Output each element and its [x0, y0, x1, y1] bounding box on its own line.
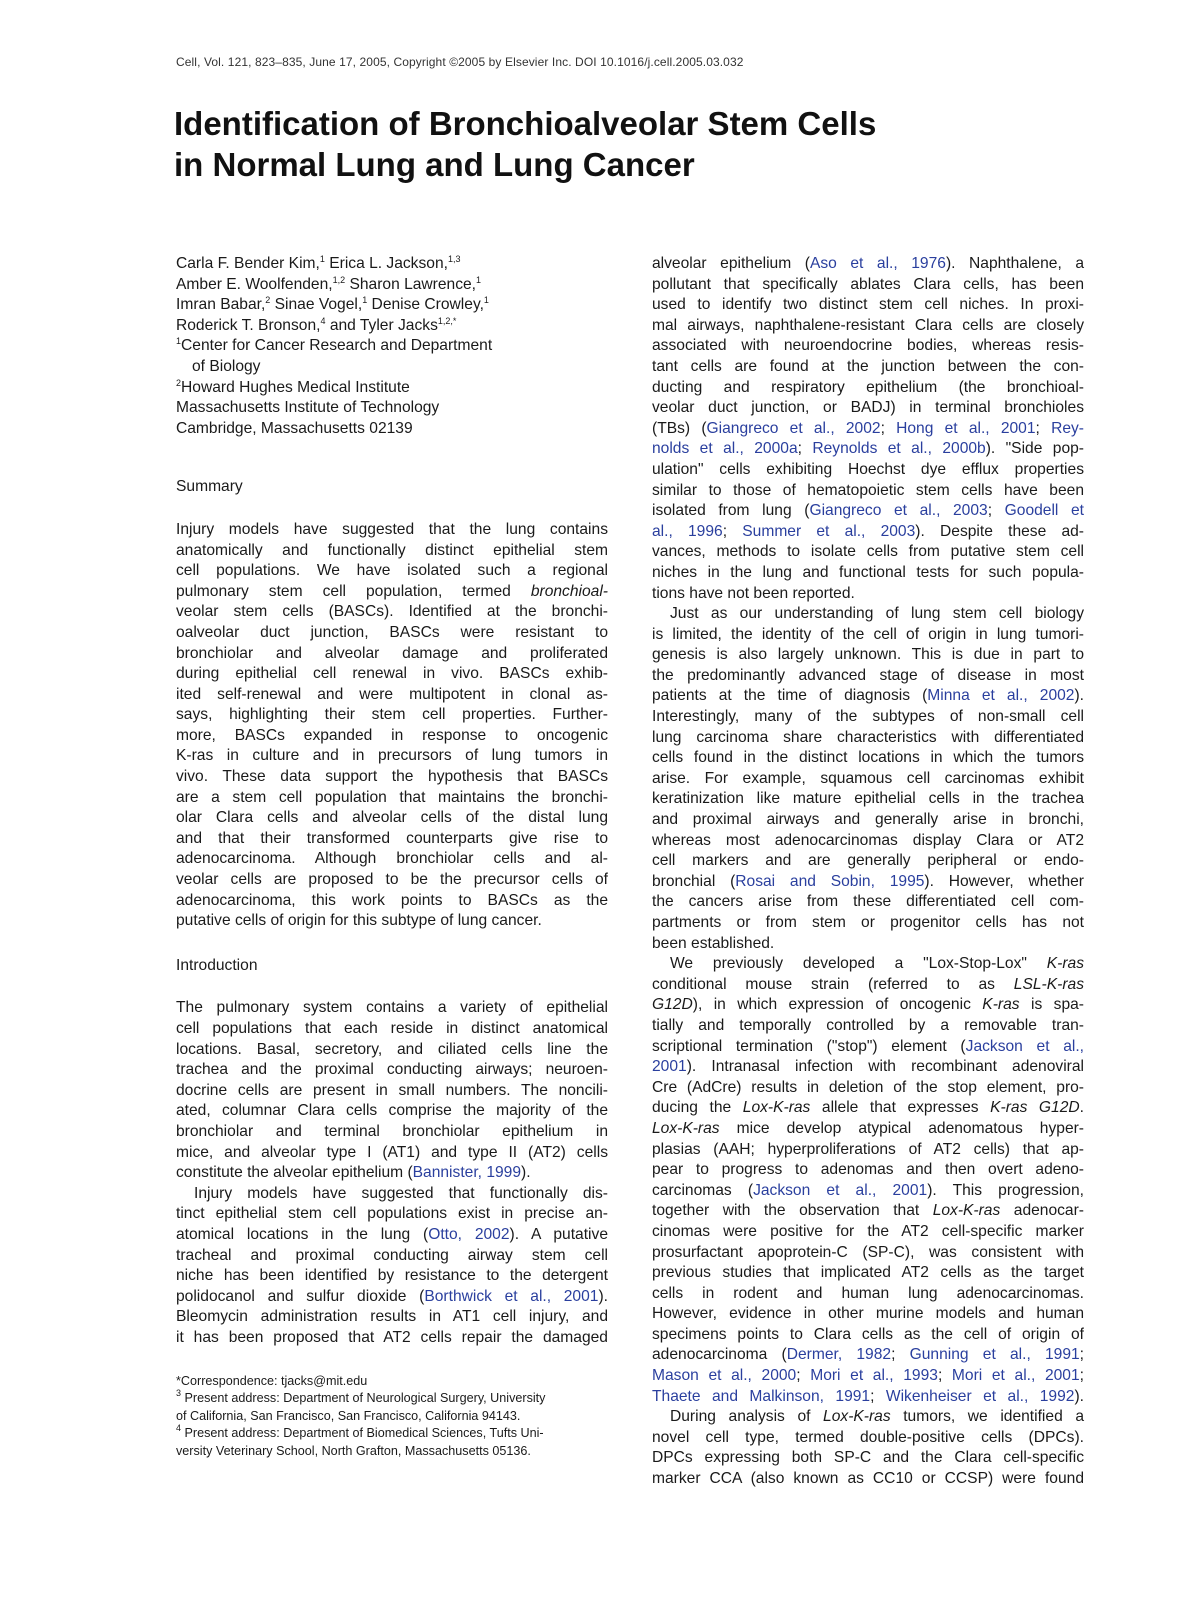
citation-link[interactable]: Giangreco et al., 2002	[706, 419, 881, 437]
text-line: cell markers and are generally peripheral or endo-	[652, 852, 1084, 870]
text-line: pulmonary stem cell population, termed bronchioal-	[176, 582, 608, 600]
text-line: arise. For example, squamous cell carcinomas exhibit	[652, 769, 1084, 787]
text-line: are a stem cell population that maintains the bronchi-	[176, 788, 608, 806]
left-column	[176, 254, 608, 1460]
text-line: locations. Basal, secretory, and ciliated cells line the	[176, 1040, 608, 1058]
title-line-1: Identification of Bronchioalveolar Stem Cells	[174, 105, 877, 142]
text-line: more, BASCs expanded in response to oncogenic	[176, 726, 608, 744]
citation-link[interactable]: nolds et al., 2000a	[652, 440, 798, 458]
text-line: olar Clara cells and alveolar cells of the distal lung	[176, 809, 608, 827]
citation-link[interactable]: Mori et al., 2001	[951, 1367, 1080, 1385]
author: Carla F. Bender Kim,	[176, 255, 320, 272]
text-line: constitute the alveolar epithelium (Bannister, 1999).	[176, 1164, 531, 1182]
text-line: Just as our understanding of lung stem cell biology	[670, 605, 1084, 623]
citation-link[interactable]: Mori et al., 1993	[810, 1367, 938, 1385]
affiliation-line: Cambridge, Massachusetts 02139	[176, 419, 413, 437]
text-line: prosurfactant apoprotein-C (SP-C), was consistent with	[652, 1243, 1084, 1261]
citation-link[interactable]: Reynolds et al., 2000b	[812, 440, 986, 458]
text-line: polidocanol and sulfur dioxide (Borthwick et al., 2001).	[176, 1287, 608, 1305]
affil-marker: 1	[319, 254, 325, 264]
text-line: cells in rodent and human lung adenocarcinomas.	[652, 1284, 1084, 1302]
text-line: Injury models have suggested that functionally dis-	[194, 1184, 608, 1202]
text-line: Bleomycin administration results in AT1 cell injury, and	[176, 1308, 608, 1326]
citation-link[interactable]: Bannister, 1999	[412, 1164, 522, 1182]
text-line: alveolar epithelium (Aso et al., 1976). Naphthalene, a	[652, 255, 1084, 272]
text-line: marker CCA (also known as CC10 or CCSP) were found	[652, 1470, 1084, 1488]
text-line: mal airways, naphthalene-resistant Clara cells are closely	[652, 316, 1084, 334]
text-line: scriptional termination ("stop") element (Jackson et al.,	[652, 1037, 1084, 1055]
text-line: whereas most adenocarcinomas display Clara or AT2	[652, 831, 1084, 849]
text-line: vances, methods to isolate cells from putative stem cell	[652, 543, 1084, 561]
text-line: and proximal airways and generally arise in bronchi,	[652, 811, 1084, 829]
paragraph	[652, 954, 1084, 1407]
affil-marker: 1	[362, 295, 368, 306]
affiliation-line: Howard Hughes Medical Institute	[181, 378, 410, 396]
citation-link[interactable]: Goodell et	[1004, 502, 1084, 520]
text-line: cell populations that each reside in distinct anatomical	[176, 1020, 608, 1037]
affil-marker: 1,2	[332, 274, 346, 285]
introduction-heading: Introduction	[176, 956, 258, 974]
affil-marker: 4	[320, 315, 326, 326]
text-line: bronchial (Rosai and Sobin, 1995). However, whether	[652, 872, 1084, 890]
text-line: the predominantly advanced stage of disease in most	[652, 666, 1084, 684]
text-line: veolar cells are proposed to be the precursor cells of	[176, 871, 608, 889]
text-line: niches in the lung and functional tests for such popula-	[652, 563, 1084, 581]
text-line: says, highlighting their stem cell properties. Further-	[176, 706, 608, 724]
text-line: anatomically and functionally distinct epithelial stem	[176, 541, 608, 559]
text-line: K-ras in culture and in precursors of lung tumors in	[176, 747, 608, 765]
affil-marker: 1	[476, 274, 482, 285]
text-line: partments or from stem or progenitor cells has not	[652, 914, 1084, 931]
summary-heading: Summary	[176, 478, 243, 496]
footnote-line: versity Veterinary School, North Grafton, Massachusetts 05136.	[176, 1443, 531, 1458]
citation-link[interactable]: Jackson et al.,	[965, 1037, 1084, 1055]
citation-link[interactable]: al., 1996	[652, 522, 723, 540]
text-line: associated with neuroendocrine bodies, whereas resis-	[652, 337, 1084, 355]
affiliations	[176, 336, 608, 439]
text-line: cell populations. We have isolated such a regional	[176, 562, 608, 580]
citation-link[interactable]: Rey-	[1051, 419, 1084, 437]
text-line: DPCs expressing both SP-C and the Clara cell-specific	[652, 1449, 1084, 1467]
footnote-line: of California, San Francisco, San Francisco, California 94143.	[176, 1408, 521, 1423]
footnote: $^3$ Present address: Department of Neurological Surgery, University	[176, 1388, 546, 1406]
citation-link[interactable]: Dermer, 1982	[786, 1346, 892, 1364]
paragraph	[652, 1407, 1084, 1489]
text-line: oalveolar duct junction, BASCs were resistant to	[176, 623, 608, 641]
citation-link[interactable]: Borthwick et al., 2001	[424, 1287, 599, 1305]
journal-citation: Cell, Vol. 121, 823–835, June 17, 2005, Copyright ©2005 by Elsevier Inc. DOI 10.1016/j.cell.2005.03.032	[176, 55, 744, 69]
text-line: tions have not been reported.	[652, 584, 855, 602]
text-line: tant cells are found at the junction between the con-	[652, 357, 1084, 375]
citation-link[interactable]: Wikenheiser et al., 1992	[885, 1387, 1075, 1405]
text-line: tinct epithelial stem cell populations exist in precise an-	[176, 1205, 608, 1223]
text-line: carcinomas (Jackson et al., 2001). This progression,	[652, 1181, 1084, 1199]
text-line: Lox-K-ras mice develop atypical adenomatous hyper-	[652, 1119, 1084, 1137]
citation-link[interactable]: Jackson et al., 2001	[753, 1181, 928, 1199]
text-line: cells found in the distinct locations in which the tumors	[652, 749, 1084, 767]
citation-link[interactable]: 2001	[652, 1058, 687, 1076]
right-column	[652, 254, 1084, 1490]
text-line: tially and temporally controlled by a removable tran-	[652, 1016, 1084, 1034]
author: Sharon Lawrence,	[345, 275, 477, 293]
text-line: bronchiolar and alveolar damage and proliferated	[176, 644, 608, 662]
citation-link[interactable]: Aso et al., 1976	[809, 255, 946, 272]
text-line: putative cells of origin for this subtype of lung cancer.	[176, 912, 542, 930]
introduction-body	[176, 998, 608, 1348]
text-line: During analysis of Lox-K-ras tumors, we identified a	[670, 1408, 1084, 1426]
citation-link[interactable]: Gunning et al., 1991	[909, 1346, 1080, 1364]
text-line: specimens points to Clara cells as the cell of origin of	[652, 1325, 1084, 1343]
author: Sinae Vogel,	[270, 296, 363, 314]
italic-term: bronchioal-	[530, 582, 608, 600]
citation-link[interactable]: Summer et al., 2003	[742, 522, 916, 540]
summary-body	[176, 520, 608, 932]
text-line: atomical locations in the lung (Otto, 2002). A putative	[176, 1225, 608, 1243]
text-line: We previously developed a "Lox-Stop-Lox" K-ras	[670, 955, 1084, 973]
text-line: Thaete and Malkinson, 1991; Wikenheiser et al., 1992).	[652, 1387, 1084, 1405]
affiliation-line: of Biology	[192, 357, 261, 375]
text-line: conditional mouse strain (referred to as LSL-K-ras	[652, 975, 1084, 993]
text-line: Interestingly, many of the subtypes of non-small cell	[652, 708, 1084, 726]
text-line: tracheal and proximal conducting airway stem cell	[176, 1246, 608, 1264]
author: Denise Crowley,	[367, 296, 484, 314]
text-line: Injury models have suggested that the lung contains	[176, 520, 608, 538]
text-line: previous studies that implicated AT2 cells as the target	[652, 1264, 1084, 1282]
citation-link[interactable]: Minna et al., 2002	[927, 687, 1075, 705]
text-line: docrine cells are present in small numbers. The noncili-	[176, 1081, 608, 1099]
text-line: ulation" cells exhibiting Hoechst dye efflux properties	[652, 460, 1084, 478]
author: Erica L. Jackson,	[324, 255, 448, 272]
text-line: adenocarcinoma (Dermer, 1982; Gunning et al., 1991;	[652, 1346, 1085, 1364]
affiliation-line: Massachusetts Institute of Technology	[176, 399, 440, 417]
text-line: ducing the Lox-K-ras allele that expresses K-ras G12D.	[652, 1099, 1085, 1117]
text-line: ducting and respiratory epithelium (the bronchioal-	[652, 378, 1084, 396]
text-line: (TBs) (Giangreco et al., 2002; Hong et al., 2001; Rey-	[652, 419, 1084, 437]
text-line: 2001). Intranasal infection with recombinant adenoviral	[652, 1058, 1084, 1076]
citation-link[interactable]: Giangreco et al., 2003	[809, 502, 988, 520]
affil-marker: 1	[483, 295, 489, 306]
text-line: niche has been identified by resistance to the detergent	[176, 1267, 608, 1285]
text-line: lung carcinoma share characteristics with differentiated	[652, 728, 1084, 746]
citation-link[interactable]: Otto, 2002	[428, 1225, 510, 1243]
text-line: pear to progress to adenomas and then overt adeno-	[652, 1161, 1084, 1179]
title-line-2: in Normal Lung and Lung Cancer	[174, 146, 695, 183]
text-line: pollutant that specifically ablates Clara cells, has been	[652, 275, 1084, 293]
text-line: similar to those of hematopoietic stem cells have been	[652, 481, 1084, 499]
citation-link[interactable]: Hong et al., 2001	[896, 419, 1036, 437]
affil-marker: 1,3	[447, 254, 461, 264]
affiliation-line: Center for Cancer Research and Department	[181, 337, 493, 355]
text-line: trachea and the proximal conducting airways; neuroen-	[176, 1061, 608, 1079]
text-line: it has been proposed that AT2 cells repair the damaged	[176, 1328, 608, 1346]
text-line: veolar duct junction, or BADJ) in terminal bronchioles	[652, 399, 1084, 417]
text-line: ited self-renewal and were multipotent in clonal as-	[176, 685, 608, 703]
citation-link[interactable]: Rosai and Sobin, 1995	[735, 872, 925, 890]
affil-number: 2	[176, 377, 182, 388]
text-line: However, evidence in other murine models and human	[652, 1305, 1084, 1323]
text-line: keratinization like mature epithelial cells in the trachea	[652, 790, 1084, 808]
footnotes	[176, 1373, 608, 1461]
text-line: and that their transformed counterparts give rise to	[176, 829, 608, 847]
text-line: nolds et al., 2000a; Reynolds et al., 2000b). "Side pop-	[652, 440, 1084, 458]
affil-marker: 2	[265, 295, 271, 306]
article-title	[174, 103, 876, 185]
citation-link[interactable]: Thaete and Malkinson, 1991	[652, 1387, 871, 1405]
text-line: Cre (AdCre) results in deletion of the stop element, pro-	[652, 1078, 1084, 1096]
paragraph	[652, 254, 1084, 604]
affil-marker: 1,2,*	[437, 315, 457, 326]
text-line: cinomas were positive for the AT2 cell-specific marker	[652, 1222, 1084, 1240]
text-line: adenocarcinoma, this work points to BASCs as the	[176, 891, 608, 909]
text-line: bronchiolar and terminal bronchiolar epithelium in	[176, 1122, 608, 1140]
text-line: during epithelial cell renewal in vivo. BASCs exhib-	[176, 665, 608, 683]
text-line: G12D), in which expression of oncogenic K-ras is spa-	[652, 996, 1084, 1014]
text-line: The pulmonary system contains a variety of epithelial	[176, 999, 608, 1017]
paragraph	[652, 604, 1084, 954]
author-list	[176, 254, 608, 336]
text-line: been established.	[652, 934, 775, 952]
text-line: the cancers arise from these differentiated cell com-	[652, 893, 1084, 911]
footnote: $^4$ Present address: Department of Biomedical Sciences, Tufts Uni-	[176, 1423, 544, 1441]
author: Imran Babar,	[176, 296, 266, 314]
text-line: mice, and alveolar type I (AT1) and type II (AT2) cells	[176, 1143, 608, 1161]
text-line: vivo. These data support the hypothesis that BASCs	[176, 768, 608, 786]
text-line: al., 1996; Summer et al., 2003). Despite these ad-	[652, 522, 1084, 540]
text-line: patients at the time of diagnosis (Minna et al., 2002).	[652, 687, 1084, 705]
text-line: Mason et al., 2000; Mori et al., 1993; Mori et al., 2001;	[652, 1367, 1084, 1385]
text-line: ated, columnar Clara cells comprise the majority of the	[176, 1102, 608, 1120]
text-line: adenocarcinoma. Although bronchiolar cells and al-	[176, 850, 608, 868]
text-line: isolated from lung (Giangreco et al., 2003; Goodell et	[652, 502, 1084, 520]
text-line: genesis is also largely unknown. This is due in part to	[652, 646, 1084, 664]
citation-link[interactable]: Mason et al., 2000	[652, 1367, 797, 1385]
correspondence-footnote: *Correspondence: tjacks@mit.edu	[176, 1373, 368, 1388]
author: Roderick T. Bronson,	[176, 316, 321, 334]
text-line: used to identify two distinct stem cell niches. In proxi-	[652, 296, 1084, 314]
author: Amber E. Woolfenden,	[176, 275, 333, 293]
author: and Tyler Jacks	[325, 316, 438, 334]
text-line: is limited, the identity of the cell of origin in lung tumori-	[652, 625, 1084, 643]
text-line: veolar stem cells (BASCs). Identified at the bronchi-	[176, 603, 608, 621]
text-line: plasias (AAH; hyperproliferations of AT2 cells) that ap-	[652, 1140, 1084, 1158]
text-line: together with the observation that Lox-K-ras adenocar-	[652, 1202, 1084, 1220]
affil-number: 1	[176, 336, 182, 347]
text-line: novel cell type, termed double-positive cells (DPCs).	[652, 1428, 1084, 1446]
